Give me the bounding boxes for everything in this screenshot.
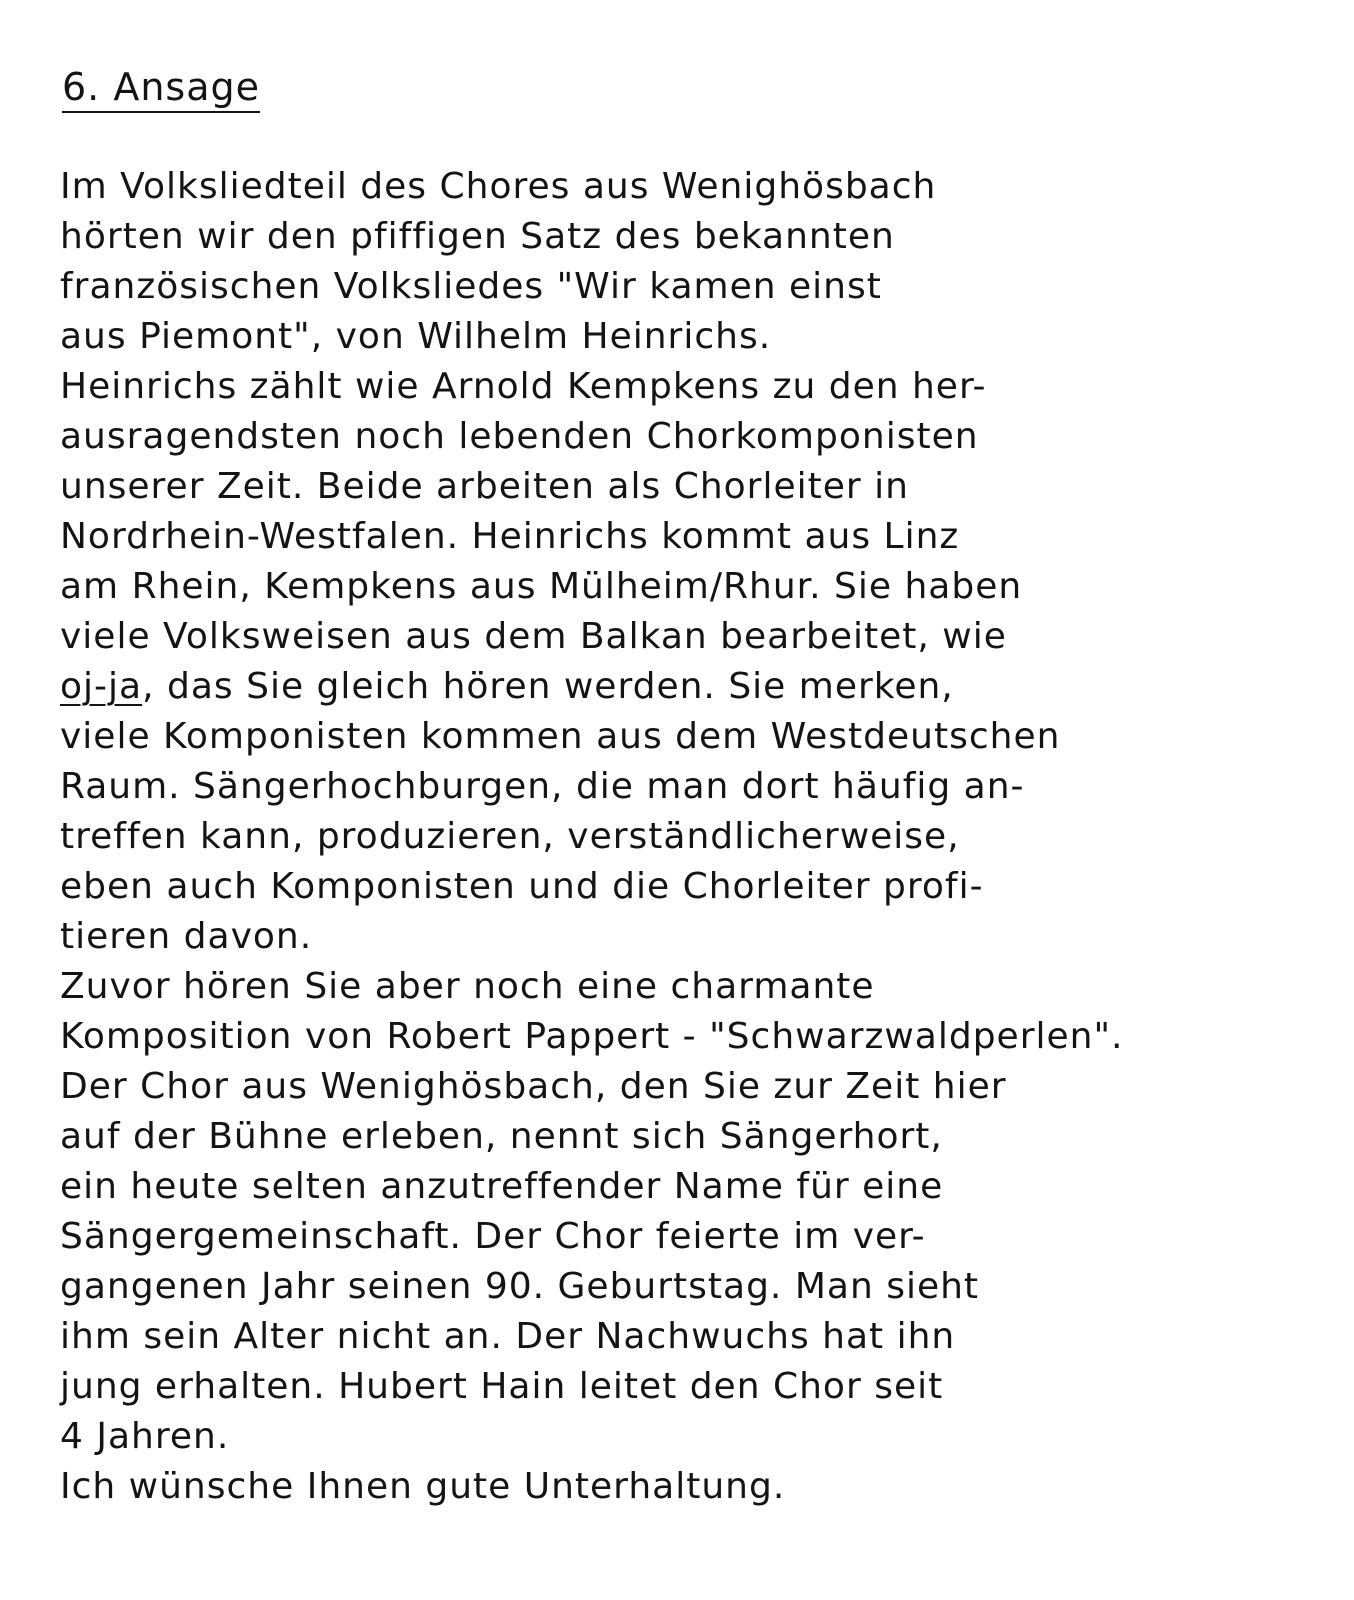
text-line-20: auf der Bühne erleben, nennt sich Sängerhort, [60, 1116, 943, 1157]
text-line-7: unserer Zeit. Beide arbeiten als Chorleiter in [60, 466, 909, 507]
text-line-11 [60, 662, 1340, 712]
text-line-1: Im Volksliedteil des Chores aus Wenighösbach [60, 166, 937, 207]
text-line-9: am Rhein, Kempkens aus Mülheim/Rhur. Sie haben [60, 566, 1023, 607]
text-line-15: eben auch Komponisten und die Chorleiter profi- [60, 866, 984, 907]
section-heading [62, 62, 260, 113]
text-line-8: Nordrhein-Westfalen. Heinrichs kommt aus Linz [60, 516, 960, 557]
underlined-song-title: oj-ja [60, 666, 143, 707]
text-line-16: tieren davon. [60, 916, 313, 957]
text-line-17: Zuvor hören Sie aber noch eine charmante [60, 966, 875, 1007]
text-line-19: Der Chor aus Wenighösbach, den Sie zur Zeit hier [60, 1066, 1007, 1107]
text-line-22: Sängergemeinschaft. Der Chor feierte im ver- [60, 1216, 926, 1257]
section-heading-text: 6. Ansage [62, 65, 260, 113]
text-line-6: ausragendsten noch lebenden Chorkomponisten [60, 416, 979, 457]
text-line-4: aus Piemont", von Wilhelm Heinrichs. [60, 316, 772, 357]
text-line-27: Ich wünsche Ihnen gute Unterhaltung. [60, 1466, 786, 1507]
text-line-11-rest: , das Sie gleich hören werden. Sie merken, [142, 666, 954, 707]
text-line-21: ein heute selten anzutreffender Name für eine [60, 1166, 944, 1207]
text-line-3: französischen Volksliedes "Wir kamen einst [60, 266, 882, 307]
text-line-12: viele Komponisten kommen aus dem Westdeutschen [60, 716, 1061, 757]
text-line-13: Raum. Sängerhochburgen, die man dort häufig an- [60, 766, 1025, 807]
text-line-26: 4 Jahren. [60, 1416, 230, 1457]
text-line-2: hörten wir den pfiffigen Satz des bekannten [60, 216, 895, 257]
text-line-23: gangenen Jahr seinen 90. Geburtstag. Man sieht [60, 1266, 980, 1307]
text-line-10: viele Volksweisen aus dem Balkan bearbeitet, wie [60, 616, 1007, 657]
text-line-24: ihm sein Alter nicht an. Der Nachwuchs hat ihn [60, 1316, 956, 1357]
text-line-18: Komposition von Robert Pappert - "Schwarzwaldperlen". [60, 1016, 1124, 1057]
text-line-25: jung erhalten. Hubert Hain leitet den Chor seit [60, 1366, 944, 1407]
text-line-14: treffen kann, produzieren, verständlicherweise, [60, 816, 960, 857]
text-line-5: Heinrichs zählt wie Arnold Kempkens zu den her- [60, 366, 987, 407]
announcement-text [60, 162, 1340, 1512]
